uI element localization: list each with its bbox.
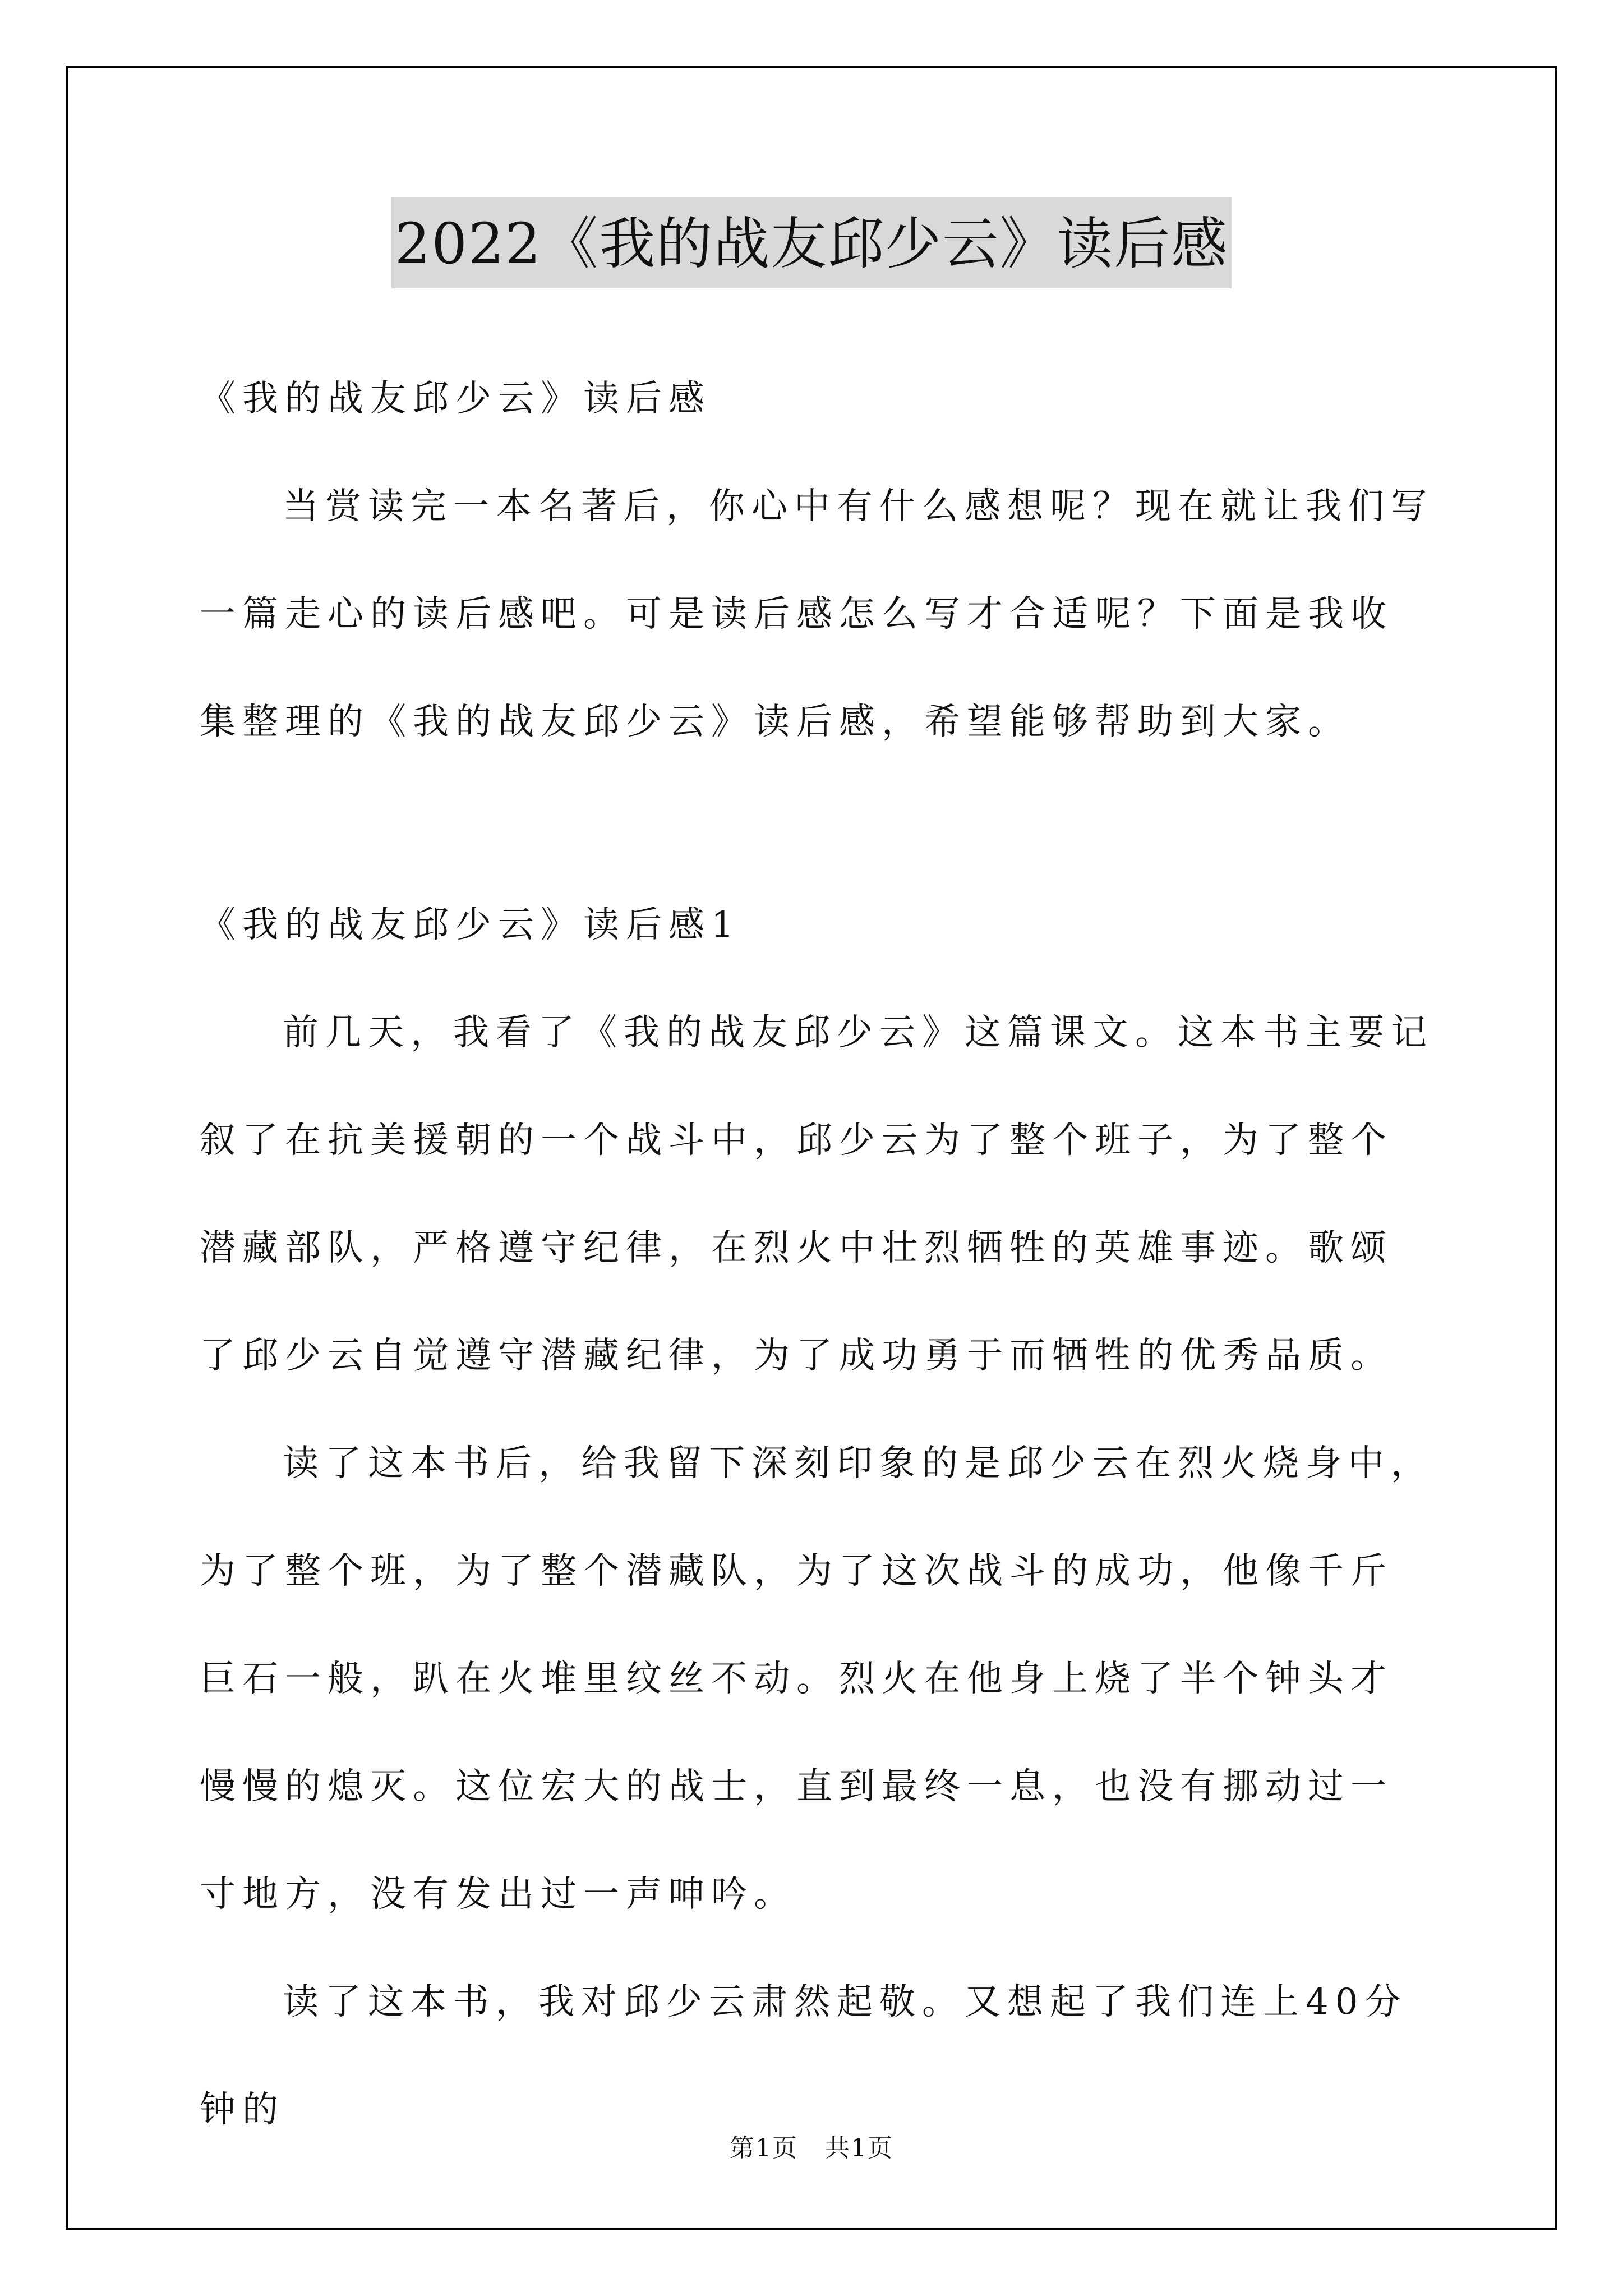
- body-paragraph-2: 读了这本书后，给我留下深刻印象的是邱少云在烈火烧身中，为了整个班，为了整个潜藏队，为了这次战斗的成功，他像千斤巨石一般，趴在火堆里纹丝不动。烈火在他身上烧了半个钟头才慢慢的熄灭。这位宏大的战士，直到最终一息，也没有挪动过一寸地方，没有发出过一声呻吟。: [200, 1443, 1433, 1915]
- footer-separator: [798, 2134, 825, 2162]
- document-title: 2022《我的战友邱少云》读后感: [391, 197, 1232, 288]
- section-heading: 《我的战友邱少云》读后感1: [200, 904, 741, 946]
- page-number: 第1页: [730, 2134, 799, 2162]
- total-pages: 共1页: [824, 2134, 893, 2162]
- page-footer: [0, 2132, 1623, 2165]
- subtitle: 《我的战友邱少云》读后感: [200, 378, 711, 420]
- intro-paragraph: 当赏读完一本名著后，你心中有什么感想呢？现在就让我们写一篇走心的读后感吧。可是读后感怎么写才合适呢？下面是我收集整理的《我的战友邱少云》读后感，希望能够帮助到大家。: [200, 486, 1433, 743]
- body-paragraph-3: 读了这本书，我对邱少云肃然起敬。又想起了我们连上40分钟的: [200, 1981, 1408, 2131]
- body-paragraph-1: 前几天，我看了《我的战友邱少云》这篇课文。这本书主要记叙了在抗美援朝的一个战斗中，邱少云为了整个班子，为了整个潜藏部队，严格遵守纪律，在烈火中壮烈牺牲的英雄事迹。歌颂了邱少云自觉遵守潜藏纪律，为了成功勇于而牺牲的优秀品质。: [200, 1012, 1433, 1377]
- document-body: [200, 345, 1433, 2164]
- title-wrap: [0, 197, 1623, 288]
- section-gap: [200, 776, 1433, 871]
